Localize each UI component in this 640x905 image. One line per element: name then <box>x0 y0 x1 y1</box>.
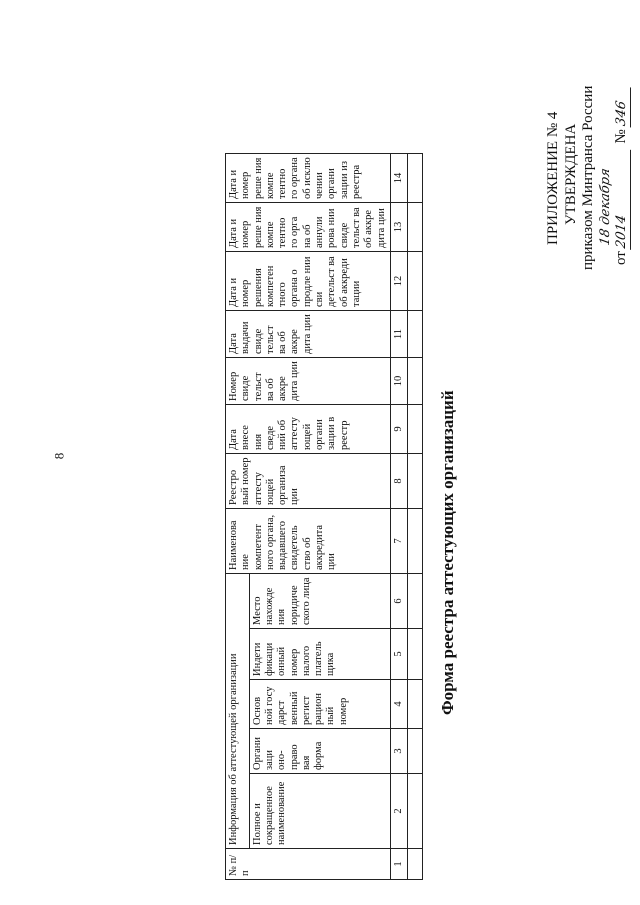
page-number: 8 <box>51 452 67 460</box>
col-number: 6 <box>390 574 407 629</box>
order-label: приказом Минтранса России <box>580 85 596 270</box>
number-prefix: № <box>613 129 629 144</box>
empty-cell <box>408 629 423 680</box>
col-6-header: Место нахожде ния юридиче ского лица <box>249 574 390 629</box>
col-4-header: Основ ной госу дарст венный регист рацион ный номер <box>249 680 390 729</box>
order-number-value: 346 <box>614 84 631 127</box>
registry-table <box>225 153 423 880</box>
empty-cell <box>408 311 423 358</box>
order-date-line <box>598 86 631 265</box>
col-number: 11 <box>390 311 407 358</box>
col-12-header: Дата и номер решения компетен тного органа о продле нии сви детельст ва об аккреди тации <box>226 252 391 311</box>
col-number: 2 <box>390 774 407 849</box>
col-number: 3 <box>390 729 407 774</box>
col-number: 10 <box>390 358 407 405</box>
col-number: 14 <box>390 154 407 203</box>
col-number: 7 <box>390 509 407 574</box>
col-11-header: Дата выдачи свиде тельст ва об аккре дита ции <box>226 311 391 358</box>
col-7-header: Наименова ние компетент ного органа, выдавшего свидетель ство об аккредита ции <box>226 509 391 574</box>
col-3-header: Органи заци оно-право вая форма <box>249 729 390 774</box>
col-number: 9 <box>390 405 407 454</box>
empty-cell <box>408 454 423 509</box>
empty-cell <box>408 574 423 629</box>
approved-label: УТВЕРЖДЕНА <box>563 123 579 225</box>
empty-cell <box>408 405 423 454</box>
empty-cell <box>408 252 423 311</box>
col-5-header: Индети фикаци онный номер налого платель щика <box>249 629 390 680</box>
col-number-header: № п/п <box>226 849 391 880</box>
col-number: 12 <box>390 252 407 311</box>
empty-cell <box>408 154 423 203</box>
empty-cell <box>408 203 423 252</box>
appendix-label: ПРИЛОЖЕНИЕ № 4 <box>545 111 561 245</box>
table-numbers-row <box>390 154 407 880</box>
empty-cell <box>408 774 423 849</box>
col-number: 5 <box>390 629 407 680</box>
empty-cell <box>408 680 423 729</box>
empty-cell <box>408 729 423 774</box>
col-number: 1 <box>390 849 407 880</box>
col-10-header: Номер свиде тельст ва об аккре дита ции <box>226 358 391 405</box>
col-14-header: Дата и номер реше ния компе тентно го органа об исклю чении органи зации из реестра <box>226 154 391 203</box>
col-13-header: Дата и номер реше ния компе тентно го орга на об аннули рова нии свиде тельст ва об аккре дита ции <box>226 203 391 252</box>
table-header-row <box>226 154 250 880</box>
page-title: Форма реестра аттестующих организаций <box>438 390 457 715</box>
col-8-header: Реестро вый номер аттесту ющей организа ции <box>226 454 391 509</box>
col-number: 13 <box>390 203 407 252</box>
order-date-value: 18 декабря 2014 <box>598 144 631 250</box>
col-number: 8 <box>390 454 407 509</box>
col-2-header: Полное и сокращенное наименование <box>249 774 390 849</box>
empty-cell <box>408 849 423 880</box>
empty-cell <box>408 509 423 574</box>
table-empty-row <box>408 154 423 880</box>
col-9-header: Дата внесе ния сведе ний об аттесту ющей органи зации в реестр <box>226 405 391 454</box>
date-prefix: от <box>613 251 629 265</box>
col-number: 4 <box>390 680 407 729</box>
empty-cell <box>408 358 423 405</box>
col-group-header: Информация об аттестующей организации <box>226 574 250 849</box>
